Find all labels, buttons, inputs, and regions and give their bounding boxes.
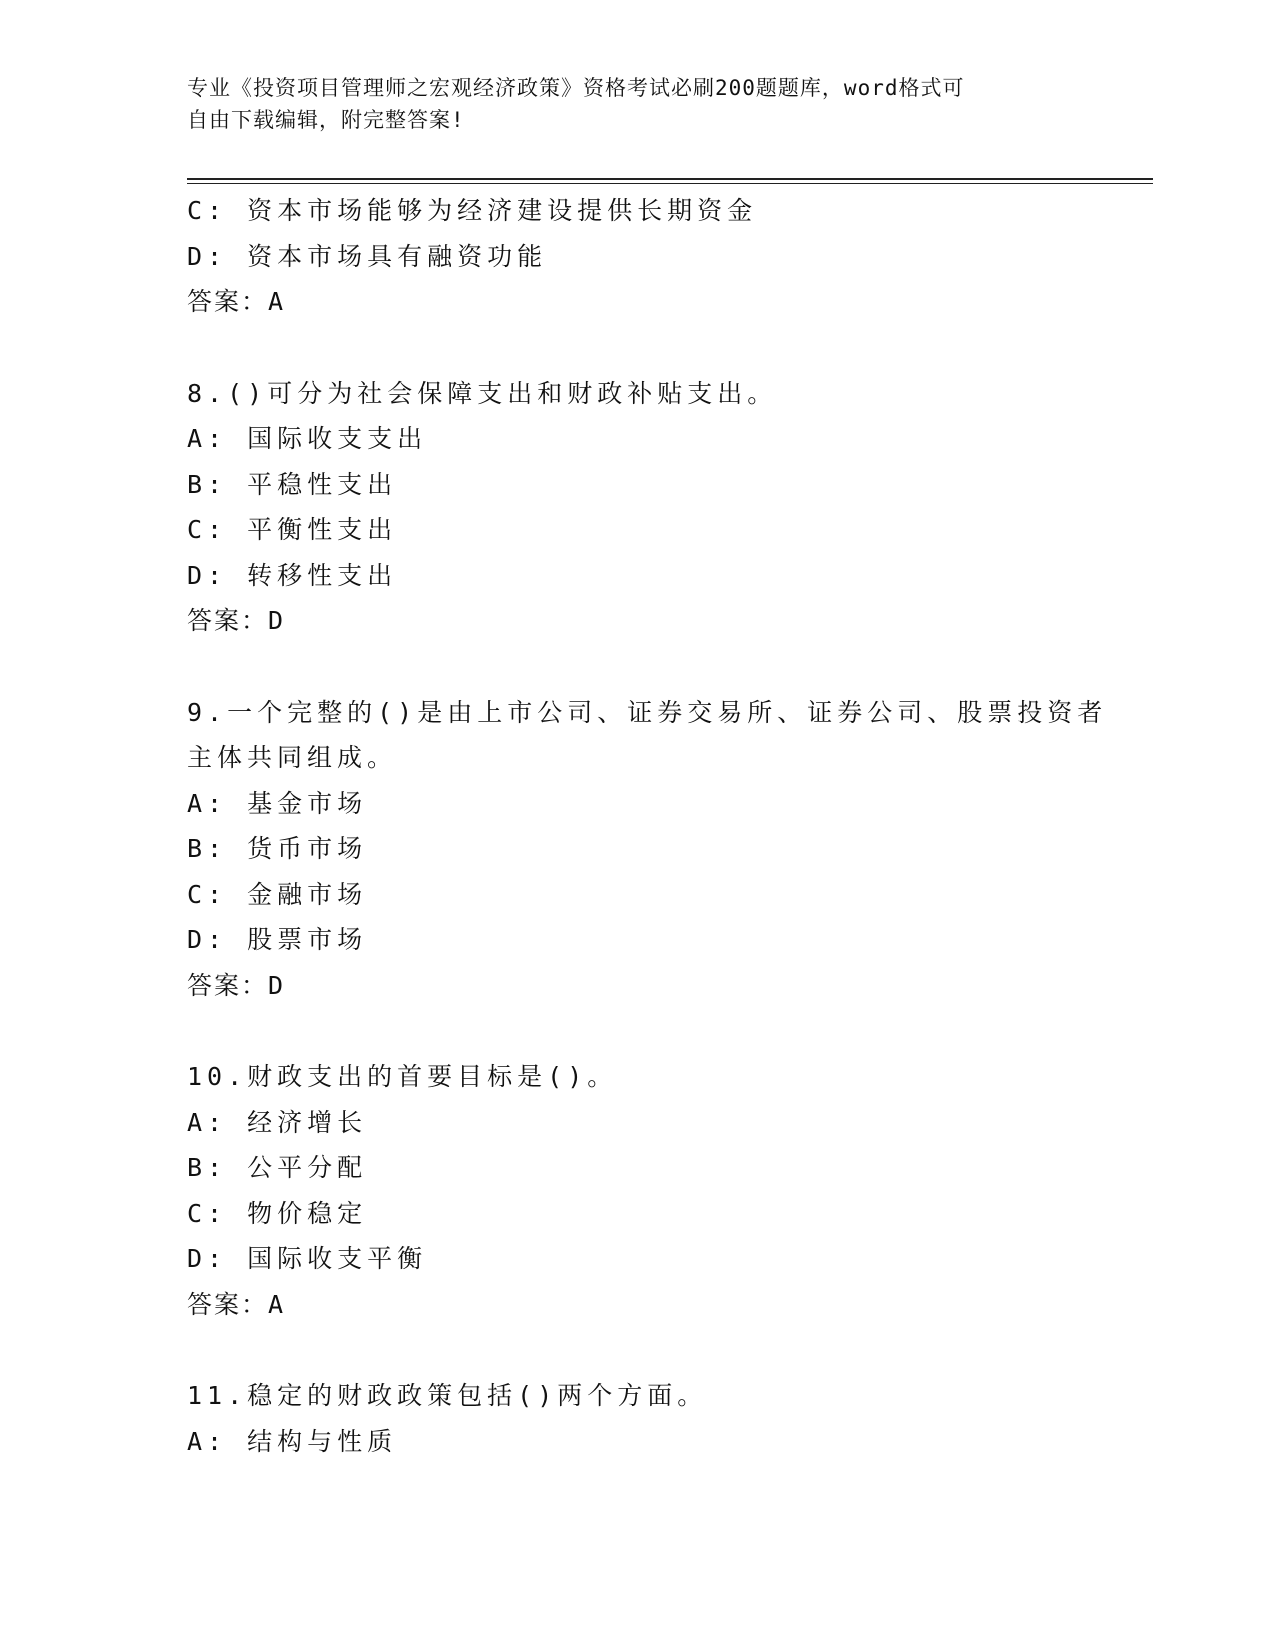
question-8-option-a: A: 国际收支支出 <box>187 424 428 453</box>
question-8-option-b: B: 平稳性支出 <box>187 469 398 499</box>
answer: 答案：A <box>187 287 286 316</box>
question-9-option-d: D: 股票市场 <box>187 925 368 954</box>
question-9-text-line-2: 主体共同组成。 <box>187 743 398 772</box>
question-9-option-c: C: 金融市场 <box>187 879 368 909</box>
question-11-option-a: A: 结构与性质 <box>187 1426 398 1456</box>
question-9-answer: 答案：D <box>187 970 286 1000</box>
question-8-text: 8.()可分为社会保障支出和财政补贴支出。 <box>187 378 778 408</box>
question-10-option-d: D: 国际收支平衡 <box>187 1244 428 1273</box>
header-line-1: 专业《投资项目管理师之宏观经济政策》资格考试必刷200题题库，word格式可 <box>187 76 965 100</box>
header-divider-thick <box>187 178 1153 180</box>
question-9-text-line-1: 9.一个完整的()是由上市公司、证券交易所、证券公司、股票投资者 <box>187 697 1108 727</box>
question-9-option-a: A: 基金市场 <box>187 788 368 818</box>
question-10-option-a: A: 经济增长 <box>187 1107 368 1137</box>
option-d: D: 资本市场具有融资功能 <box>187 241 548 271</box>
question-10-text: 10.财政支出的首要目标是()。 <box>187 1062 618 1091</box>
header-divider-thin <box>187 183 1153 184</box>
question-8-answer: 答案：D <box>187 606 286 635</box>
header-line-2: 自由下载编辑，附完整答案! <box>187 108 465 132</box>
document-header <box>187 72 1087 136</box>
question-9-option-b: B: 货币市场 <box>187 834 368 863</box>
option-c: C: 资本市场能够为经济建设提供长期资金 <box>187 196 758 225</box>
question-10-option-b: B: 公平分配 <box>187 1153 368 1182</box>
question-8-option-d: D: 转移性支出 <box>187 560 398 590</box>
question-10-option-c: C: 物价稳定 <box>187 1198 368 1228</box>
question-11-text: 11.稳定的财政政策包括()两个方面。 <box>187 1381 708 1410</box>
question-list <box>187 188 1108 1464</box>
question-10-answer: 答案：A <box>187 1289 286 1319</box>
question-8-option-c: C: 平衡性支出 <box>187 515 398 544</box>
